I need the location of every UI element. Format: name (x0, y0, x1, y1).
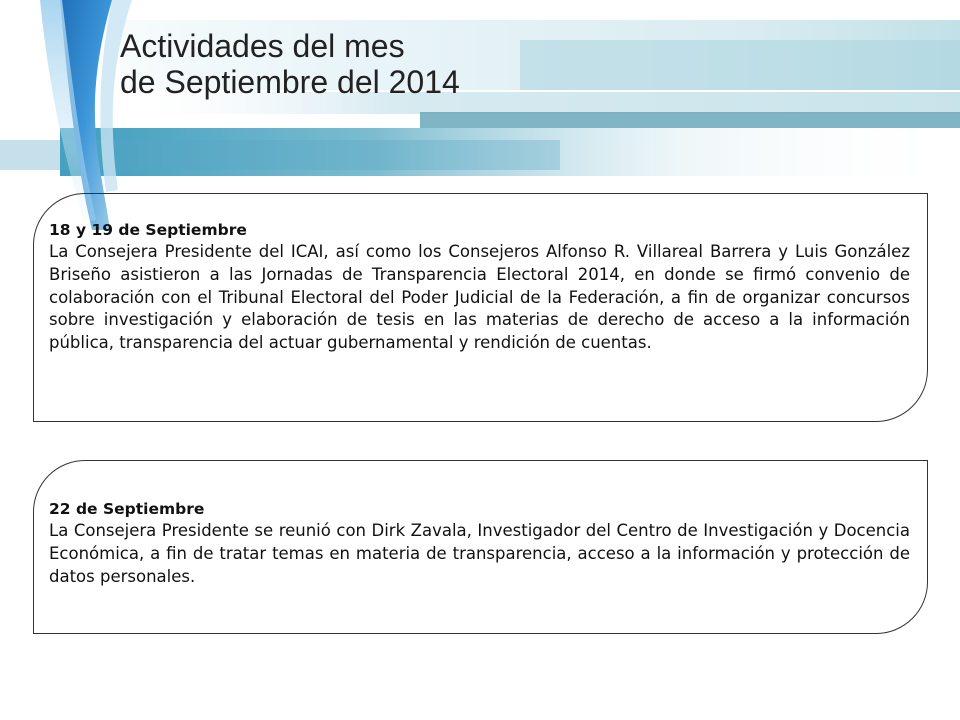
activity-date: 18 y 19 de Septiembre (49, 221, 247, 239)
activity-card (33, 460, 928, 634)
activity-card-content (49, 219, 910, 355)
title-line-1: Actividades del mes (120, 28, 405, 64)
activity-card-content (49, 498, 910, 588)
activity-card (33, 193, 928, 422)
activity-date: 22 de Septiembre (49, 500, 205, 518)
activity-description: La Consejera Presidente del ICAI, así como los Consejeros Alfonso R. Villareal Barrera y Luis González Briseño asistieron a las Jornadas de Transparencia Electoral 2014, en donde se firmó convenio de colaboración con el Tribunal Electoral del Poder Judicial de la Federación, a fin de organizar concursos sobre investigación y elaboración de tesis en las materias de derecho de acceso a la información pública, transparencia del actuar gubernamental y rendición de cuentas. (49, 242, 910, 353)
activity-description: La Consejera Presidente se reunió con Dirk Zavala, Investigador del Centro de Investigación y Docencia Económica, a fin de tratar temas en materia de transparencia, acceso a la información y protección de datos personales. (49, 521, 910, 586)
title-line-2: de Septiembre del 2014 (120, 64, 460, 100)
page-title (120, 28, 460, 100)
